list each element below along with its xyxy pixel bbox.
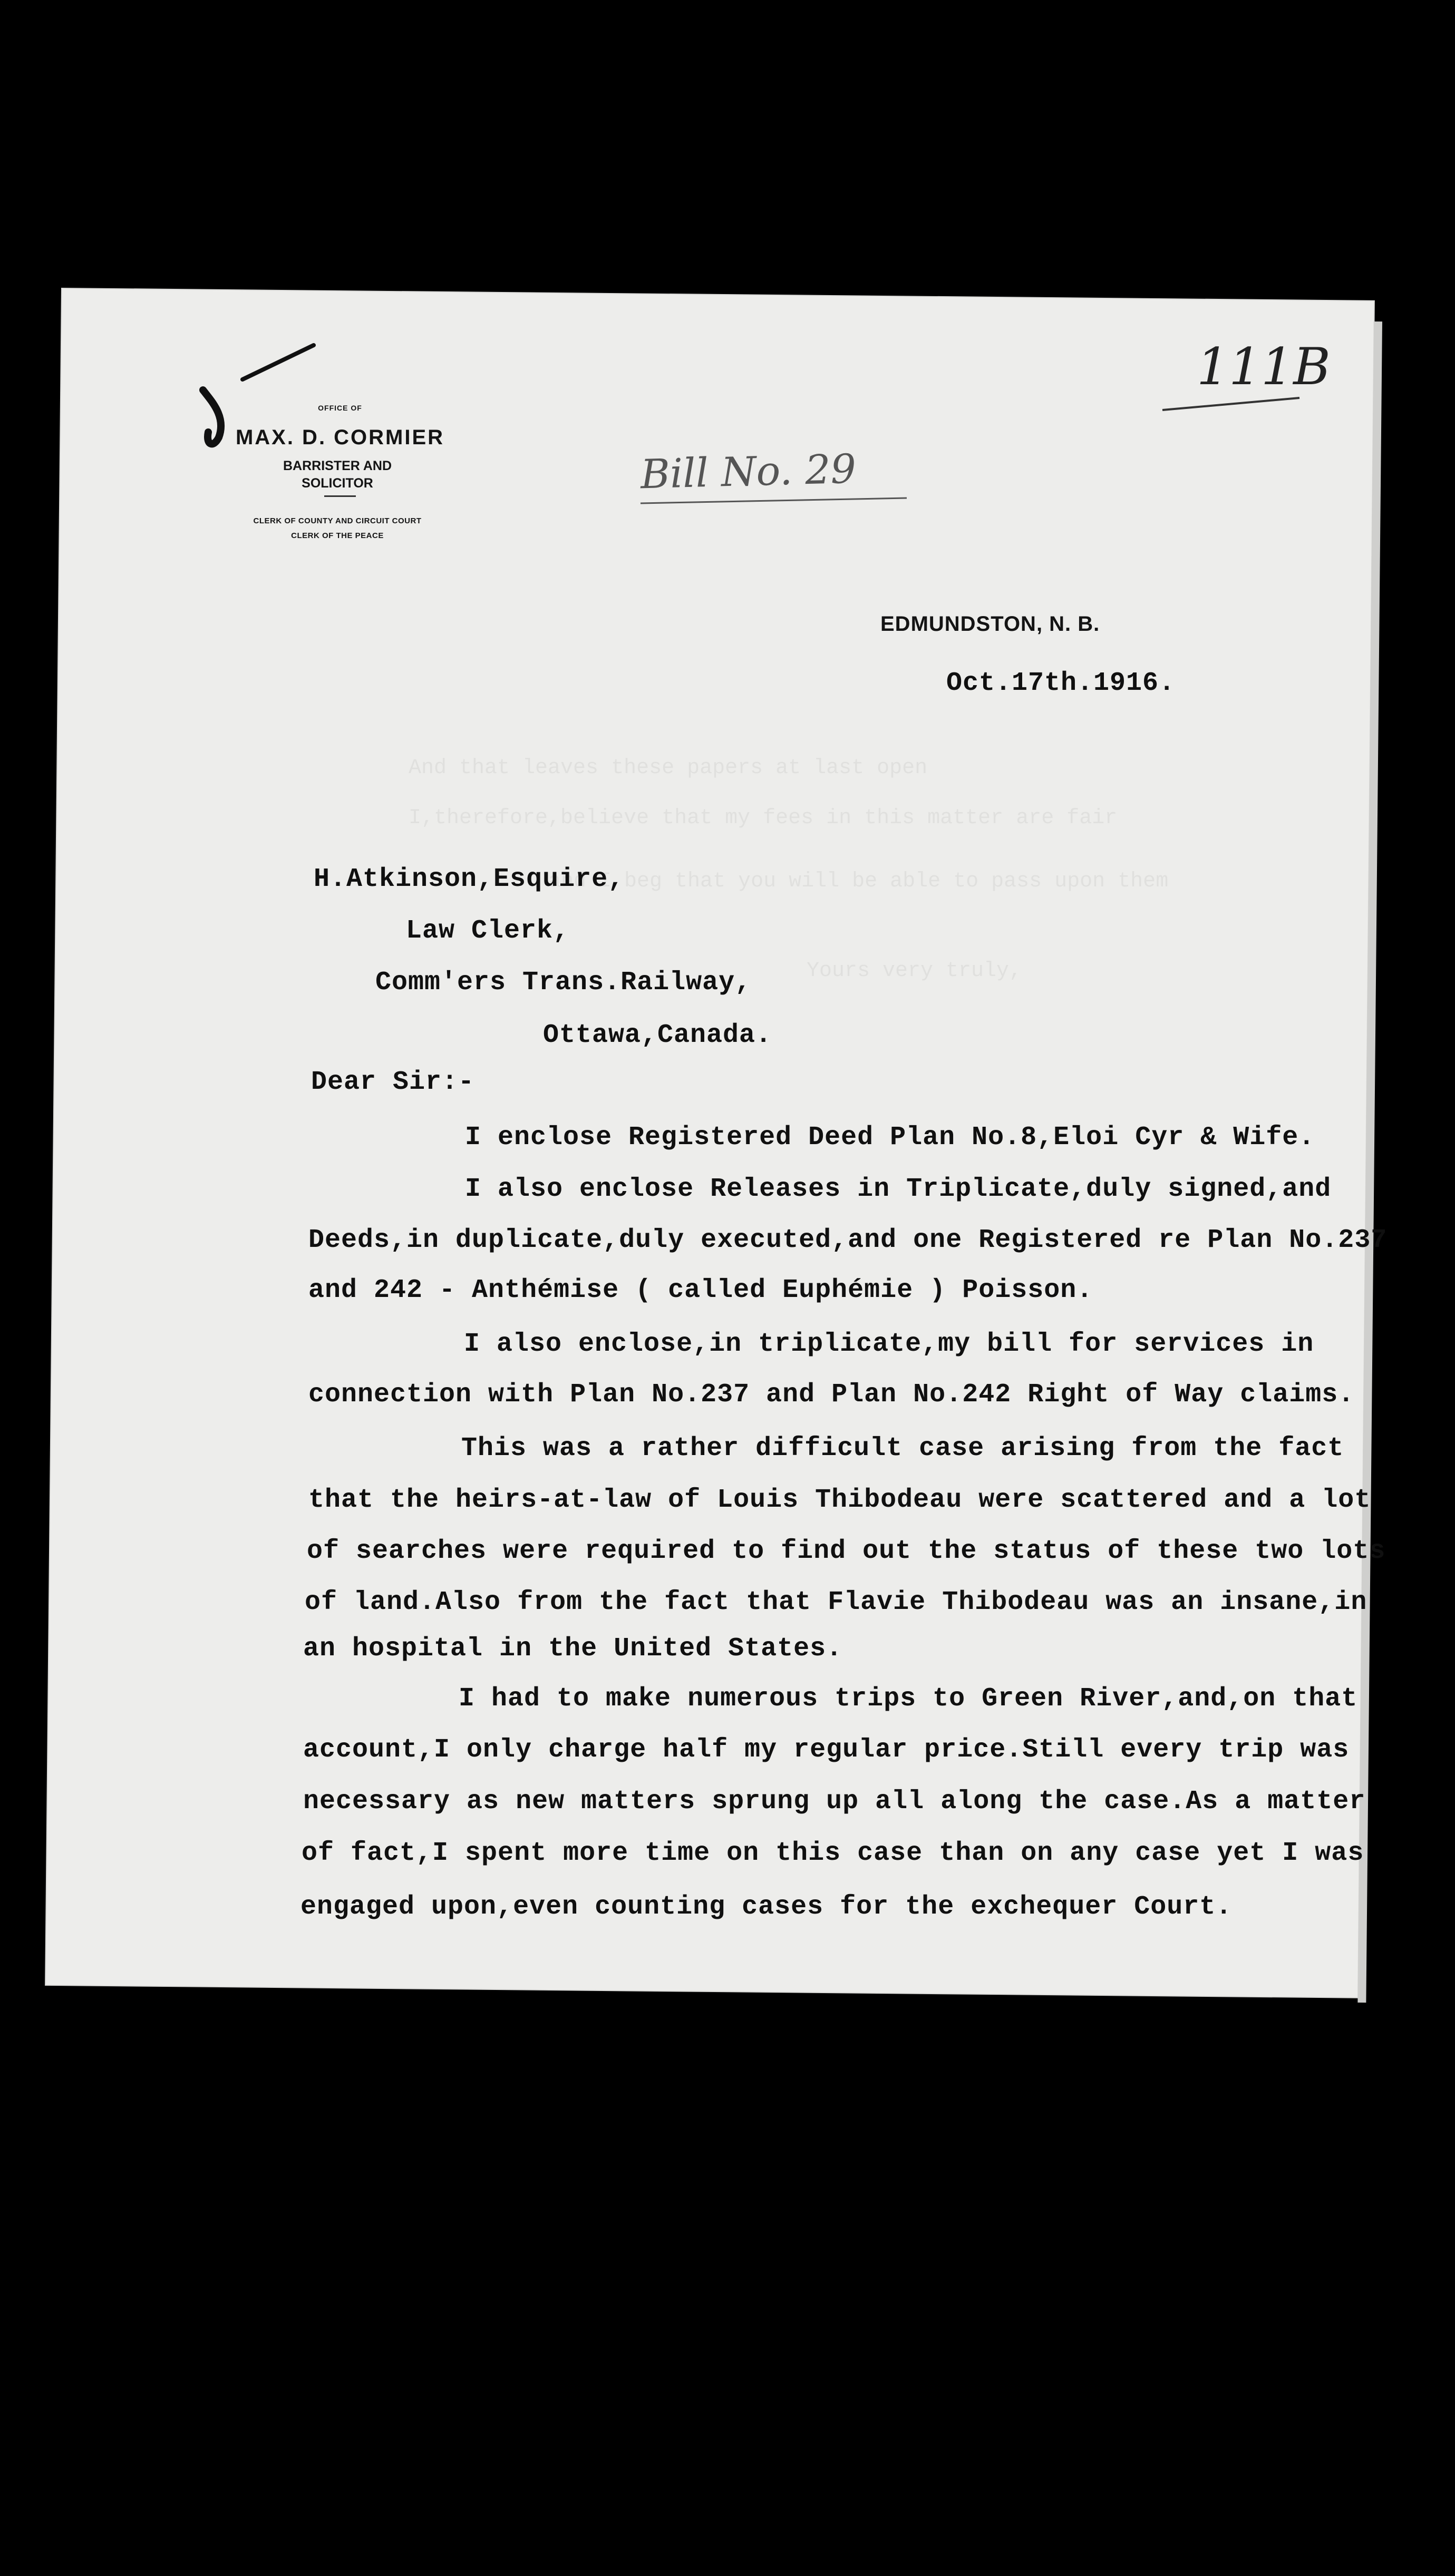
body-line: an hospital in the United States. (303, 1634, 843, 1664)
letterhead-name: MAX. D. CORMIER (235, 426, 445, 449)
body-line: necessary as new matters sprung up all along the case.As a matter (303, 1787, 1366, 1817)
body-line: I enclose Registered Deed Plan No.8,Eloi Cyr & Wife. (465, 1123, 1315, 1153)
body-line: I also enclose,in triplicate,my bill for services in (464, 1329, 1314, 1359)
pen-stroke (242, 345, 314, 379)
letter-date: Oct.17th.1916. (946, 668, 1176, 698)
addressee-line-3: Comm'ers Trans.Railway, (375, 968, 752, 998)
body-line: I also enclose Releases in Triplicate,duly signed,and (465, 1174, 1332, 1204)
body-line: connection with Plan No.237 and Plan No.242 Right of Way claims. (308, 1380, 1355, 1410)
body-line: account,I only charge half my regular price.Still every trip was (303, 1735, 1350, 1765)
file-number: 111B (1197, 337, 1331, 396)
place-line: EDMUNDSTON, N. B. (880, 612, 1100, 636)
letterhead-office-of: OFFICE OF (318, 404, 362, 412)
bleed-through-line: And that leaves these papers at last open (409, 756, 928, 780)
letterhead-role-2: CLERK OF THE PEACE (291, 531, 384, 540)
bleed-through-line: and I beg that you will be able to pass upon them (548, 870, 1169, 893)
addressee-line-2: Law Clerk, (406, 916, 570, 946)
ink-blot (203, 390, 221, 444)
body-line: of fact,I spent more time on this case than on any case yet I was (302, 1838, 1364, 1868)
body-line: of land.Also from the fact that Flavie Thibodeau was an insane,in (305, 1587, 1367, 1617)
body-line: Deeds,in duplicate,duly executed,and one Registered re Plan No.237 (308, 1225, 1388, 1255)
letterhead-title-1: BARRISTER AND (283, 458, 392, 473)
salutation: Dear Sir:- (311, 1067, 475, 1097)
file-number-underline (1162, 398, 1299, 410)
bill-note-underline (641, 498, 907, 503)
addressee-line-4: Ottawa,Canada. (543, 1020, 772, 1050)
body-line: that the heirs-at-law of Louis Thibodeau were scattered and a lot (308, 1485, 1371, 1515)
body-line: of searches were required to find out the status of these two lots (307, 1536, 1386, 1566)
body-line: I had to make numerous trips to Green River,and,on that (459, 1684, 1358, 1714)
bleed-through-line: I,therefore,believe that my fees in this matter are fair (409, 806, 1118, 830)
letterhead-role-1: CLERK OF COUNTY AND CIRCUIT COURT (253, 516, 422, 525)
bleed-through-line: Yours very truly, (807, 959, 1022, 983)
body-line: This was a rather difficult case arising from the fact (461, 1433, 1344, 1463)
body-line: engaged upon,even counting cases for the exchequer Court. (300, 1892, 1233, 1922)
bill-note: Bill No. 29 (639, 445, 857, 498)
body-line: and 242 - Anthémise ( called Euphémie ) Poisson. (308, 1275, 1093, 1305)
letterhead-title-2: SOLICITOR (302, 476, 373, 491)
addressee-line-1: H.Atkinson,Esquire, (314, 864, 625, 894)
